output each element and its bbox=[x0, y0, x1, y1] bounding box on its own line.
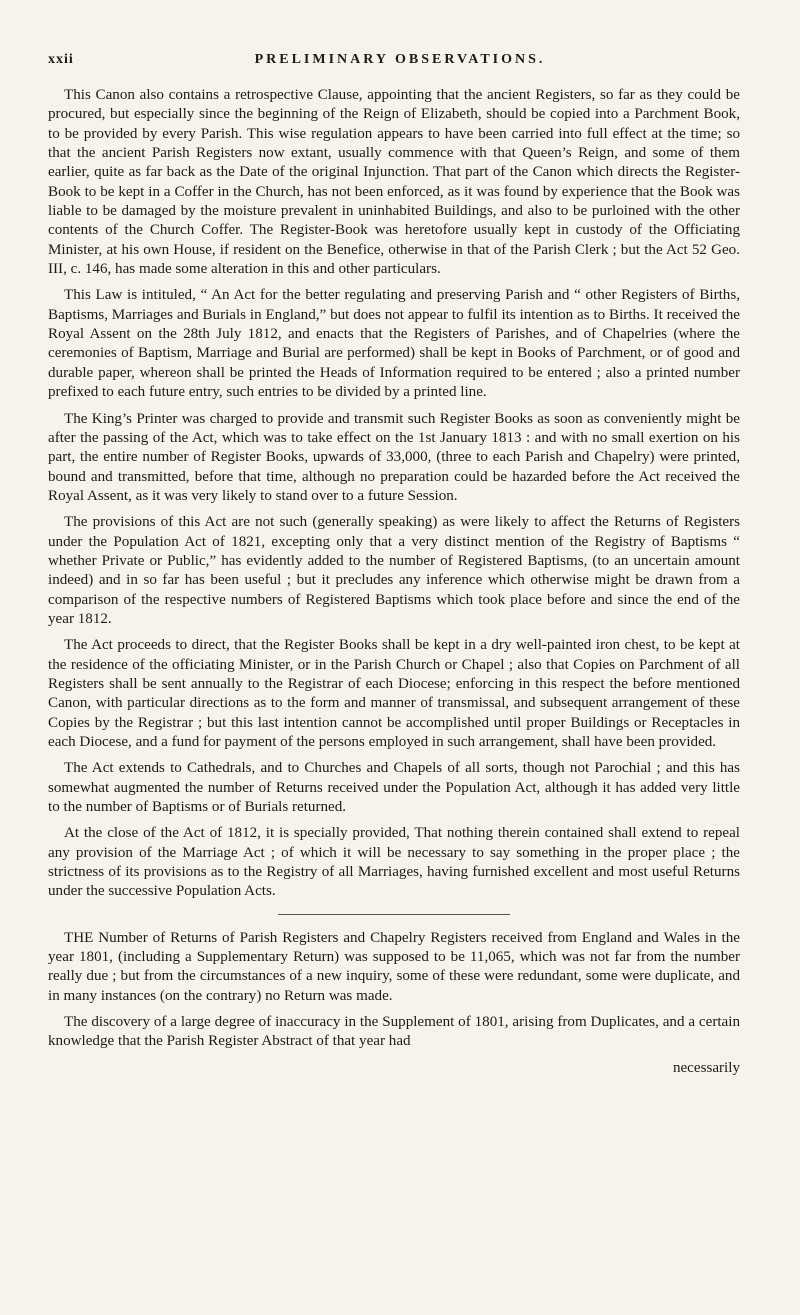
paragraph-act-extends: The Act extends to Cathedrals, and to Churches and Chapels of all sorts, though not Parochial ; and this has somewhat augmented the number of Returns received under the Population Act, although it has added very little to the number of Baptisms or of Burials returned. bbox=[48, 760, 740, 816]
paragraph-close-of-act: At the close of the Act of 1812, it is specially provided, That nothing therein contained shall extend to repeal any provision of the Marriage Act ; of which it will be necessary to say something in the proper place ; the strictness of its provisions as to the Registry of all Marriages, having furnished excellent and most useful Returns under the successive Population Acts. bbox=[48, 825, 740, 900]
body-text bbox=[48, 86, 740, 1078]
paragraph-act-provisions: The provisions of this Act are not such (generally speaking) as were likely to affect the Returns of Registers under the Population Act of 1821, excepting only that a very distinct mention of the Registry of Baptisms “ whether Private or Public,” has evidently added to the number of Registered Baptisms, (to an uncertain amount indeed) and in so far has been useful ; but it precludes any inference which otherwise might be drawn from a comparison of the respective numbers of Registered Baptisms which took place before and since the end of the year 1812. bbox=[48, 514, 740, 627]
paragraph-discovery-inaccuracy: The discovery of a large degree of inaccuracy in the Supplement of 1801, arising from Duplicates, and a certain knowledge that the Parish Register Abstract of that year had bbox=[48, 1014, 740, 1050]
paragraph-act-directs: The Act proceeds to direct, that the Register Books shall be kept in a dry well-painted iron chest, to be kept at the residence of the officiating Minister, or in the Parish Church or Chapel ; also that Copies on Parchment of all Registers shall be sent annually to the Registrar of each Diocese; enforcing in this respect the before mentioned Canon, with particular directions as to the form and manner of transmissal, and subsequent arrangement of these Copies by the Registrar ; but this last intention cannot be accomplished until proper Buildings or Receptacles in each Diocese, and a fund for payment of the persons employed in such arrangement, shall have been provided. bbox=[48, 637, 740, 750]
page-number: xxii bbox=[48, 52, 74, 67]
paragraph-law-intituled: This Law is intituled, “ An Act for the better regulating and preserving Parish and “ other Registers of Births, Baptisms, Marriages and Burials in England,” but does not appear to fulfil its intention as to Births. It received the Royal Assent on the 28th July 1812, and enacts that the Registers of Parishes, and of Chapelries (where the ceremonies of Baptism, Marriage and Burial are performed) shall be kept in Books of Parchment, or of good and durable paper, whereon shall be printed the Heads of Information required to be entered ; also a printed number prefixed to each future entry, such entries to be divided by a printed line. bbox=[48, 287, 740, 401]
catchword: necessarily bbox=[672, 1059, 740, 1076]
running-head: PRELIMINARY OBSERVATIONS. bbox=[254, 52, 546, 67]
paragraph-canon-retrospective: This Canon also contains a retrospective Clause, appointing that the ancient Registers, so far as they could be procured, but especially since the beginning of the Reign of Elizabeth, should be copied into a Parchment Book, to be provided by every Parish. This wise regulation appears to have been carried into full effect at the time; so that the ancient Parish Registers now extant, usually commence with that Queen’s Reign, and some of them earlier, quite as far back as the Date of the original Injunction. That part of the Canon which directs the Register-Book to be kept in a Coffer in the Church, has not been enforced, as it was found by experience that the Book was liable to be damaged by the moisture prevalent in uninhabited Buildings, and also to be purloined with the other contents of the Church Coffer. The Register-Book was heretofore usually kept in custody of the Officiating Minister, at his own House, if resident on the Benefice, otherwise in that of the Parish Clerk ; but the Act 52 Geo. III, c. 146, has made some alteration in this and other particulars. bbox=[48, 87, 740, 278]
section-divider bbox=[278, 914, 510, 915]
paragraph-number-of-returns: THE Number of Returns of Parish Registers and Chapelry Registers received from England and Wales in the year 1801, (including a Supplementary Return) was supposed to be 11,065, which was not far from the number really due ; but from the circumstances of a new inquiry, some of these were redundant, some were duplicate, and in many instances (on the contrary) no Return was made. bbox=[48, 929, 740, 1004]
paragraph-kings-printer: The King’s Printer was charged to provide and transmit such Register Books as soon as conveniently might be after the passing of the Act, which was to take effect on the 1st January 1813 : and with no small exertion on his part, the entire number of Register Books, upwards of 33,000, (three to each Parish and Chapelry) were printed, bound and transmitted, before that time, although no preparation could be hazarded before the Act received the Royal Assent, as it was very likely to stand over to a future Session. bbox=[48, 410, 740, 504]
